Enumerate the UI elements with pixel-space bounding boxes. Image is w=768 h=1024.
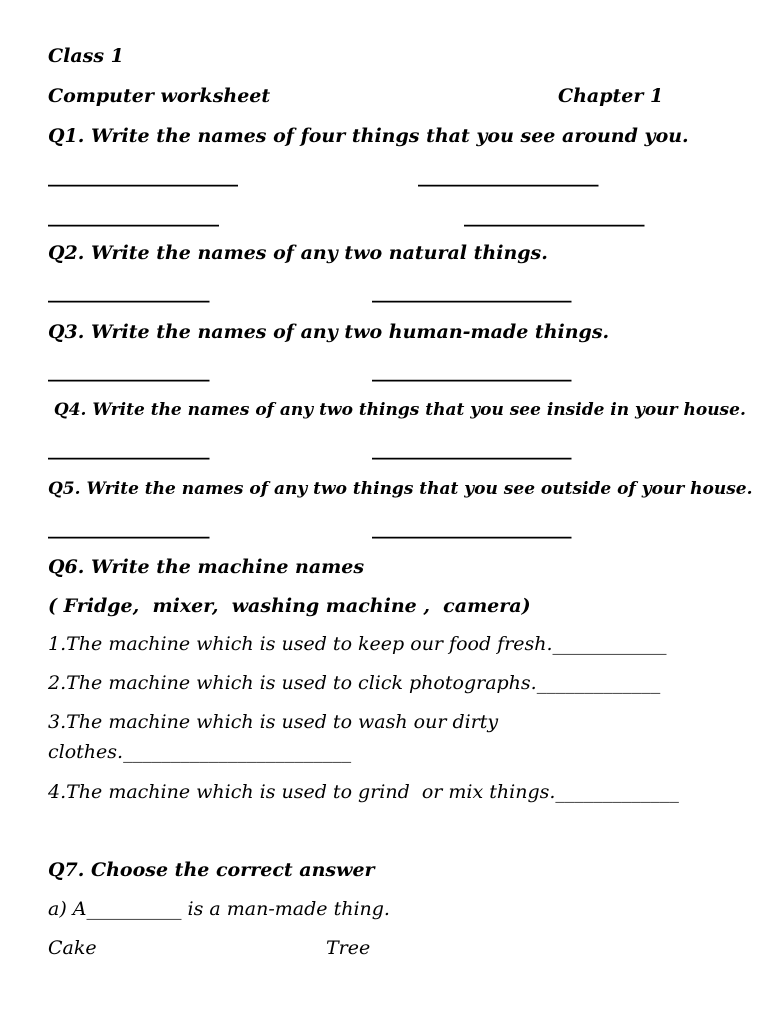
q4-blank-1: _________________ <box>48 438 210 460</box>
q6-item-4: 4.The machine which is used to grind or mix things._____________ <box>48 781 679 803</box>
q1-blank-2: ___________________ <box>418 165 599 187</box>
q1-question: Q1. Write the names of four things that you see around you. <box>48 125 689 147</box>
q6-item-3: 3.The machine which is used to wash our dirty <box>48 711 499 733</box>
q1-blank-3: __________________ <box>48 205 219 227</box>
q4-blank-2: _____________________ <box>372 438 572 460</box>
q4-question: Q4. Write the names of any two things that you see inside in your house. <box>48 400 746 420</box>
class-label: Class 1 <box>48 45 124 67</box>
q6-item-1: 1.The machine which is used to keep our food fresh.____________ <box>48 633 667 655</box>
chapter-label: Chapter 1 <box>558 85 664 107</box>
q2-blank-1: _________________ <box>48 281 210 303</box>
subject-label: Computer worksheet <box>48 85 271 107</box>
q7-choice-1: Cake <box>48 937 97 959</box>
q3-blank-2: _____________________ <box>372 360 572 382</box>
q2-question: Q2. Write the names of any two natural things. <box>48 242 548 264</box>
q7-question: Q7. Choose the correct answer <box>48 859 375 881</box>
q3-question: Q3. Write the names of any two human-made things. <box>48 321 610 343</box>
q5-question: Q5. Write the names of any two things that you see outside of your house. <box>48 479 753 499</box>
q6-item-2: 2.The machine which is used to click photographs._____________ <box>48 672 661 694</box>
q5-blank-1: _________________ <box>48 517 210 539</box>
q7-choice-2: Tree <box>326 937 371 959</box>
q6-item-3-cont: clothes.________________________ <box>48 741 352 763</box>
q1-blank-4: ___________________ <box>464 205 645 227</box>
q6-question: Q6. Write the machine names <box>48 556 365 578</box>
q3-blank-1: _________________ <box>48 360 210 382</box>
q5-blank-2: _____________________ <box>372 517 572 539</box>
q1-blank-1: ____________________ <box>48 165 238 187</box>
q2-blank-2: _____________________ <box>372 281 572 303</box>
q7-item-a: a) A__________ is a man-made thing. <box>48 898 390 920</box>
q6-options: ( Fridge, mixer, washing machine , camera) <box>48 595 531 617</box>
